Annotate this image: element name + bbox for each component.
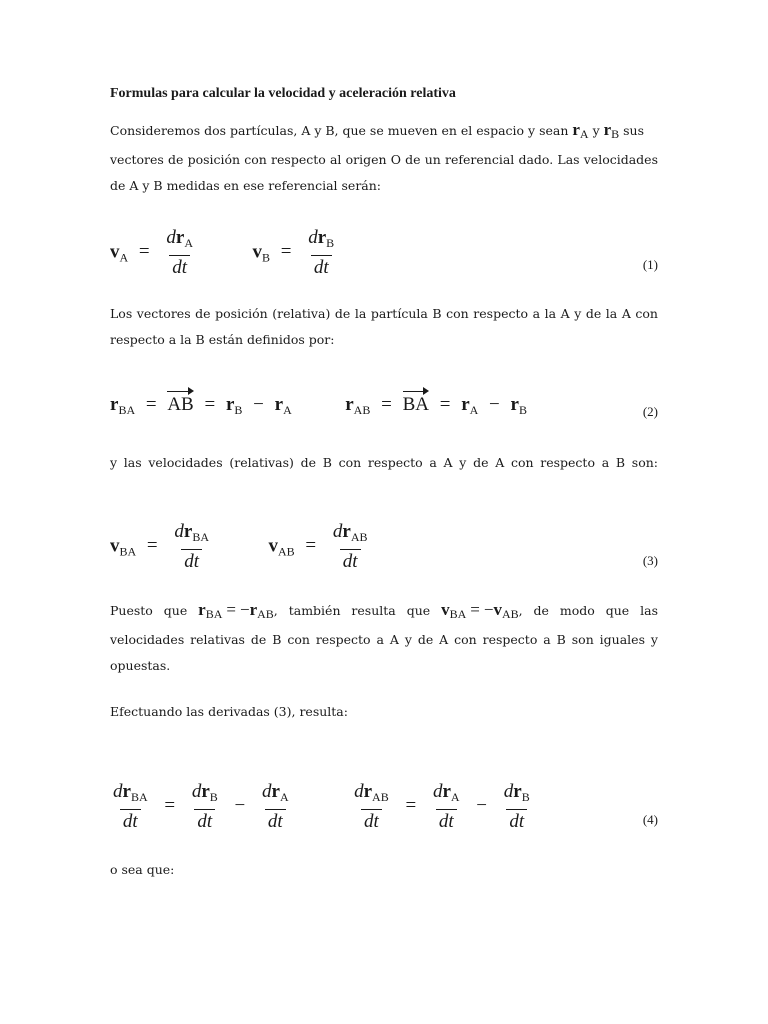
paragraph-opposite-line-1: Puesto que rBA = −rAB, también resulta que vBA = −vAB, de modo que las — [110, 600, 658, 621]
paragraph-relative-velocities — [110, 450, 658, 476]
equation-1-number: (1) — [642, 257, 658, 272]
fraction-drA-dt-a: $\frac{dr_A}{dt}$ — [262, 781, 289, 832]
equation-2: $r_{BA}$ = AB = $r_B - r_A$ $r_{AB}$ = BA = $r_A - r_B$ — [110, 394, 527, 417]
fraction-drB-dt-a: $\frac{dr_B}{dt}$ — [191, 781, 218, 832]
equation-3-number: (3) — [642, 553, 658, 568]
paragraph-opposite-line-2: velocidades relativas de B con respecto a A y de A con respecto a B son iguales y — [110, 632, 658, 647]
fraction-drA-dt: $\frac{dr_A}{dt}$ — [166, 227, 193, 278]
paragraph-intro — [110, 117, 658, 199]
equation-1: $v_A$ = $\frac{dr_A}{dt}$ $v_B$ = $\frac{dr_B}{dt}$ — [110, 228, 658, 278]
paragraph-opposite-line-3: opuestas. — [110, 658, 171, 673]
paragraph-intro-line-3: de A y B medidas en ese referencial serán: — [110, 178, 382, 193]
paragraph-o-sea-que-line-1: o sea que: — [110, 862, 175, 877]
vector-arrow-BA: BA — [402, 394, 429, 415]
equation-4-number: (4) — [642, 812, 658, 827]
fraction-drBA-dt-lhs: $\frac{dr_{BA}}{dt}$ — [113, 781, 148, 832]
paragraph-o-sea-que — [110, 857, 658, 883]
paragraph-position-vectors-line-2: respecto a la B están definidos por: — [110, 332, 335, 347]
fraction-drAB-dt-lhs: $\frac{dr_{AB}}{dt}$ — [354, 781, 389, 832]
fraction-drBA-dt: $\frac{dr_{BA}}{dt}$ — [174, 521, 209, 572]
paragraph-position-vectors — [110, 301, 658, 353]
equation-2-number: (2) — [642, 404, 658, 419]
paragraph-relative-velocities-line-1: y las velocidades (relativas) de B con respecto a A y de A con respecto a B son: — [110, 455, 658, 470]
equation-4: $\frac{dr_{BA}}{dt}$ = $\frac{dr_B}{dt}$ − $\frac{dr_A}{dt}$ $\frac{dr_{AB}}{dt}$ = $\frac{dr_A}{dt}$ − $\frac{dr_B}{dt}$ — [110, 782, 658, 832]
paragraph-derivatives — [110, 699, 658, 725]
fraction-drAB-dt: $\frac{dr_{AB}}{dt}$ — [332, 521, 368, 572]
document-title: Formulas para calcular la velocidad y aceleración relativa — [110, 86, 456, 101]
vector-arrow-AB: AB — [167, 394, 194, 415]
fraction-drA-dt-b: $\frac{dr_A}{dt}$ — [432, 781, 460, 832]
fraction-drB-dt-b: $\frac{dr_B}{dt}$ — [503, 781, 530, 832]
paragraph-derivatives-line-1: Efectuando las derivadas (3), resulta: — [110, 704, 348, 719]
paragraph-intro-line-1: Consideremos dos partículas, A y B, que se mueven en el espacio y sean rA y rB sus — [110, 120, 645, 141]
fraction-drB-dt: $\frac{dr_B}{dt}$ — [308, 227, 335, 278]
paragraph-position-vectors-line-1: Los vectores de posición (relativa) de la partícula B con respecto a la A y de la A con — [110, 306, 658, 321]
paragraph-intro-line-2: vectores de posición con respecto al origen O de un referencial dado. Las velocidades — [110, 152, 658, 167]
paragraph-opposite — [110, 597, 658, 679]
equation-3: $v_{BA}$ = $\frac{dr_{BA}}{dt}$ $v_{AB}$ = $\frac{dr_{AB}}{dt}$ — [110, 522, 658, 572]
